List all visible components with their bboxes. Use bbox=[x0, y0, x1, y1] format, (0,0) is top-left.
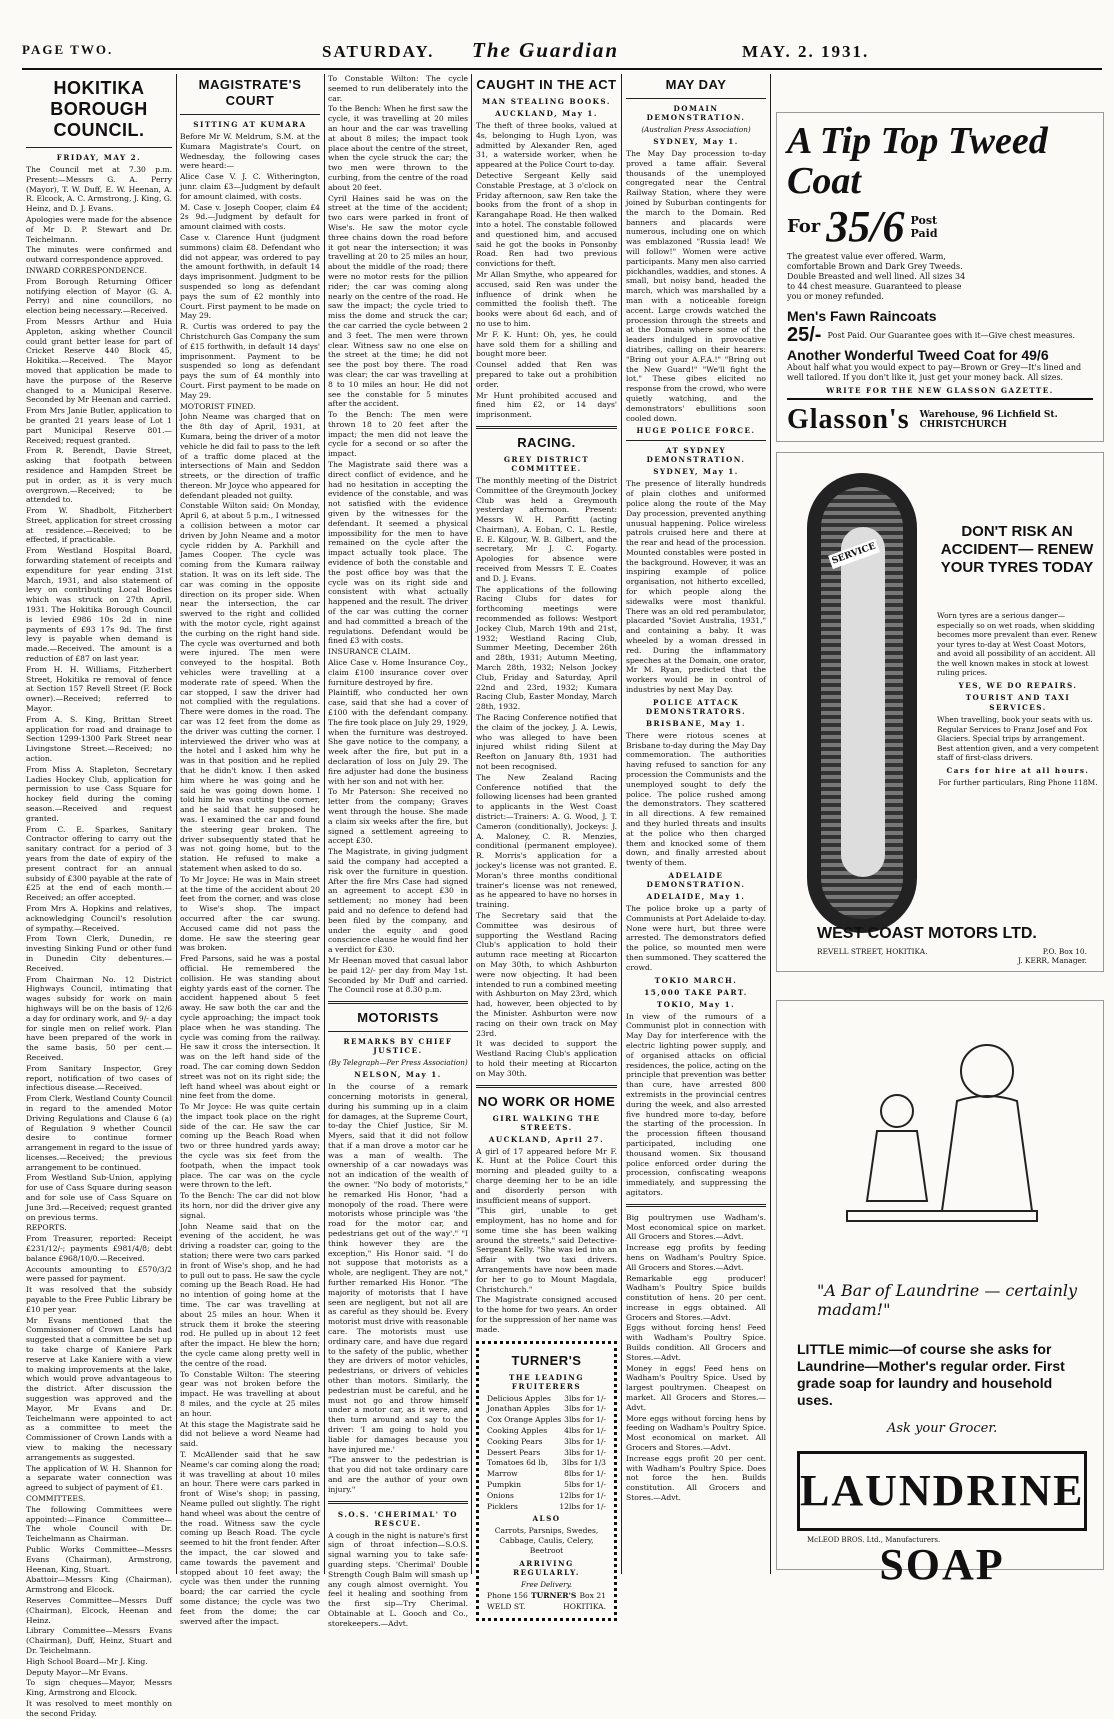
tyre-illustration bbox=[807, 473, 917, 933]
item-price: 12lbs for 1/- bbox=[559, 1501, 606, 1511]
paragraph: From A. S. King, Brittan Street application for road and drainage to Section 1299-1300 Park Street near Livingstone Street.—Received; no action. bbox=[26, 714, 172, 764]
mayday-heading: MAY DAY bbox=[665, 77, 727, 92]
paragraph: MOTORIST FINED. bbox=[180, 401, 256, 411]
item-name: Jonathan Apples bbox=[487, 1404, 550, 1414]
paragraph: Fred Parsons, said he was a postal official. He remembered the collision. He was standing about eighty yards east of the corner. The accident happened about 5 feet away. He saw both the car and the cycle approaching; the impact took place when he was standing. The cycle was coming from the railway. He saw it cross the intersection. It was on the left hand side of the road. The car coming down Seddon street was not on its right side; the left hand wheel was about eight or nine feet from the dome. bbox=[180, 954, 320, 1101]
turners-tagline: THE LEADING FRUITERERS bbox=[508, 1372, 585, 1391]
turners-price-list bbox=[487, 1394, 606, 1512]
borough-body bbox=[26, 165, 172, 1719]
westcoast-tourist: TOURIST AND TAXI SERVICES. bbox=[965, 693, 1071, 712]
nowork-heading: NO WORK OR HOME bbox=[477, 1093, 616, 1109]
paragraph: The Magistrate consigned accused to the home for two years. An order for the suppression of her name was made. bbox=[476, 1295, 617, 1334]
mayday-p5: The police broke up a party of Communists at Port Adelaide to-day. None were hurt, but three were arrested. The demonstrators defied the police, so mounted men were then summoned. They scattered the crowd. bbox=[626, 904, 766, 972]
price-row bbox=[487, 1437, 606, 1447]
paragraph: From Messrs Arthur and Huia Appleton, asking whether Council could grant better lease for part of Cricket Reserve 440 Block 45, Hokitika.—Received. The Mayor moved that application be made to have the purpose of the Reserve changed to a Municipal Reserve. Seconded by Mr Heenan and carried. bbox=[26, 316, 172, 405]
raincoat-desc: Post Paid. Our Guarantee goes with it—Give chest measures. bbox=[827, 330, 1076, 340]
westcoast-tyres-text: Worn tyres are a serious danger—especially so on wet roads, when skidding becomes more prevalent than ever. Renew your tyres to-day at West Coast Motors, and avoid all possibility of an accident. All the well known makes in stock at lowest ruling prices. bbox=[937, 611, 1097, 677]
paragraph: From C. E. Sparkes, Sanitary Contractor offering to carry out the sanitary contract for a period of 3 years from the date of expiry of the present contract for an annual subsidy of £300 payable at the rate of £25 at the end of each month.—Received; an offer accepted. bbox=[26, 824, 172, 903]
paragraph: Big poultrymen use Wadham's. Most economical spice on market. All Grocers and Stores.—Advt. bbox=[626, 1212, 766, 1242]
paragraph: COMMITTEES. bbox=[26, 1493, 86, 1503]
mayday-sub2: HUGE POLICE FORCE. bbox=[636, 426, 756, 436]
magistrate-subheading: SITTING AT KUMARA bbox=[193, 120, 307, 129]
paragraph: The New Zealand Racing Conference notified that the following licenses had been granted to applicants in the West Coast district:—Trainers: A. G. Wood, J. T. Cameron (conditionally), Jockeys: J. A. Maloney, C. R. Menzies, conditional (permanent employee). R. Morris's application for a jockey's license was not granted. E. Moran's three months conditional trainer's license was not renewed, as he appeared to have no horses in training. bbox=[476, 772, 617, 910]
page-number: PAGE TWO. bbox=[22, 42, 114, 57]
paragraph: To Constable Wilton: The steering gear was not broken before the impact. He was travelling at about 8 miles, and the cycle at 25 miles an hour. bbox=[180, 1369, 320, 1418]
glasson-name: Glasson's bbox=[787, 404, 910, 435]
paragraph: The Racing Conference notified that the claim of the jockey, J. A. Lewis, who was alleged to have been injured whilst riding Silent at Reefton on January 8th, 1931 had not been recognised. bbox=[476, 713, 617, 772]
paragraph: John Neame was charged that on the 8th day of April, 1931, at Kumara, being the driver of a motor vehicle he did fail to pass to the left of a traffic dome placed at the intersections of Main and Seddon streets, or the direction of traffic thereon. Mr Joyce who appeared for defendant pleaded not guilty. bbox=[180, 412, 320, 500]
raincoat-row bbox=[787, 324, 1093, 347]
paragraph: Constable Wilton said: On Monday, April 6, at about 5 p.m., I witnessed a collision between a motor car driven by John Neame and a motor cycle ridden by A. Parkhill and James Cooper. The cycle was coming from the Kumara railway station. It was on its left side. The car was coming in the opposite direction on its proper side. When near the intersection, the car swerved to the right and collided with the motor cycle, right against the curbing on the right hand side. The cycle was overturned and both were injured. The men were conveyed to the hospital. Both vehicles were travelling at a moderate rate of speed. When the car stopped, I saw the driver had not complied with the regulations. There were domes in the road. The car was 12 feet from the dome as the driver was cutting the corner. I interviewed the driver who was at the hotel and I asked him why he was in that position and he replied that he didn't know. I then asked him where he was going and he said he was going down home. I told him he was cutting the corner, and he said that he supposed he was. I examined the car and found the steering gear broken. The driver subsequently stated that he was not going home, but to the station. He refused to make a statement when asked to do so. bbox=[180, 501, 320, 873]
laundrine-headline: LITTLE mimic—of course she asks for Laundrine—Mother's regular order. First grade soap for laundry and household uses. bbox=[797, 1341, 1065, 1408]
item-price: 3lbs for 1/3 bbox=[561, 1458, 606, 1468]
item-name: Tomatoes 6d lb, bbox=[487, 1458, 549, 1468]
tiptop-price-row bbox=[787, 201, 1093, 252]
paragraph: The Secretary said that the Committee was desirous of supporting the Westland Racing Club's application to hold their autumn race meeting at Riccarton on May 30th, to which Ashburton were now objecting. It had been intended to run a combined meeting with Ashburton on May 23rd, which had, however, been objected to by the Minister. Ashburton were now racing on their own track on May 23rd. bbox=[476, 910, 617, 1038]
mayday-sub5: ADELAIDE DEMONSTRATION. bbox=[646, 871, 746, 889]
turners-street: WELD ST. bbox=[487, 1601, 526, 1611]
motorists-heading: MOTORISTS bbox=[357, 1010, 439, 1026]
paragraph: From Westland Sub-Union, applying for use of Cass Square during season and for sole use of Cass Square on June 3rd.—Received; request granted on previous terms. bbox=[26, 1173, 172, 1222]
mayday-p6: In view of the rumours of a Communist plot in connection with May Day for interference with the electric lighting power supply, and of organised attacks on official residences, the police, acting on the principle that prevention was better than cure, have arrested 800 extremists in the provincial centres during the week, and also arrested five hundred more to-day, before the starting of the procession. In the procession fifteen thousand participated, including one thousand women. Six thousand police enforced order during the procession, confiscating weapons immediately, and suppressing the agitators. bbox=[626, 1011, 766, 1197]
paragraph: To Constable Wilton: The cycle seemed to run deliberately into the car. bbox=[328, 74, 468, 103]
racing-heading: RACING. bbox=[517, 434, 576, 450]
tiptop-post: Post Paid bbox=[910, 213, 938, 240]
newspaper-title: The Guardian bbox=[472, 38, 620, 62]
item-price: 12lbs for 1/- bbox=[559, 1490, 606, 1500]
mayday-sub3: AT SYDNEY DEMONSTRATION. bbox=[646, 446, 746, 465]
paragraph: Before Mr W. Meldrum, S.M. at the Kumara Magistrate's Court, on Wednesday, the following cases were heard:— bbox=[180, 132, 320, 171]
borough-dateline: FRIDAY, MAY 2. bbox=[56, 153, 142, 162]
divider bbox=[328, 1501, 468, 1504]
item-name: Onions bbox=[487, 1490, 514, 1500]
motorists-body bbox=[328, 1082, 468, 1494]
paragraph: At this stage the Magistrate said he did not believe a word Neame had said. bbox=[180, 1419, 320, 1449]
column-rule bbox=[770, 74, 771, 1574]
raincoat-headline: Men's Fawn Raincoats bbox=[787, 308, 937, 324]
mayday-date6: TOKIO, May 1. bbox=[656, 999, 736, 1009]
item-price: 3lbs for 1/- bbox=[564, 1447, 606, 1457]
paragraph: The application of W. H. Shannon for a separate water connection was agreed to subject of payment of £1. bbox=[26, 1463, 172, 1493]
paragraph: Increase eggs profit 20 per cent. with Wadham's Poultry Spice. Does not force the hen. Builds constitution. All Grocers and Stores.—Advt. bbox=[626, 1453, 766, 1503]
westcoast-box: P.O. Box 10. bbox=[1042, 947, 1087, 956]
paragraph: INWARD CORRESPONDENCE. bbox=[26, 265, 148, 275]
tiptop-price: 35/6 bbox=[826, 202, 905, 251]
paragraph: High School Board—Mr J. King. bbox=[26, 1656, 148, 1666]
laundrine-ad bbox=[776, 1000, 1104, 1589]
paragraph: Apologies were made for the absence of Mr D. P. Stewart and Dr. Teichelmann. bbox=[26, 214, 172, 244]
masthead bbox=[22, 40, 1102, 70]
paragraph: From Mrs Janie Butler, application to be granted 21 years lease of Lot 1 part Municipal Reserve 801.—Received; request granted. bbox=[26, 406, 172, 445]
price-row bbox=[487, 1480, 606, 1490]
paragraph: To Mr Joyce: He was quite certain the impact took place on the right side of the car. He saw the car coming up the Beach Road when two or three hundred yards away; the cycle was six feet from the footpath, when the impact took place. The car was on the cycle were thrown to the left. bbox=[180, 1102, 320, 1190]
paragraph: The Magistrate said there was a direct conflict of evidence, and he had no hesitation in accepting the evidence of the constable, and was not satisfied with the evidence given by the witnesses for the defendant. It seemed a physical impossibility for the men to have remained on the cycle after the impact actually took place. The evidence of both the constable and the post office boy was that the cycle was on its right side and consistent with what actually happened and the result. The driver of the car was cutting the corner and had committed a breach of the regulations. Defendant would be fined £3 with costs. bbox=[328, 460, 468, 646]
turners-arriving: ARRIVING REGULARLY. bbox=[513, 1558, 580, 1577]
glasson-footer bbox=[787, 398, 1093, 436]
wadham-ads bbox=[626, 1213, 766, 1503]
paragraph: Mr Hunt prohibited accused and fined him £2, or 14 days' imprisonment. bbox=[476, 390, 617, 420]
item-price: 3lbs for 1/- bbox=[564, 1393, 606, 1403]
paragraph: To the Bench: When he first saw the cycle, it was travelling at 20 miles an hour and the car was travelling at about 8 miles; the impact took place about the centre of the street, when the cycle struck the car; the two men were thrown to the curbing, from the centre of the road about 20 feet. bbox=[328, 104, 468, 192]
paragraph: From W. Shadbolt, Fitzherbert Street, application for street crossing at residence.—Received; to be effected, if practicable. bbox=[26, 506, 172, 545]
paragraph: From Westland Hospital Board, forwarding statement of receipts and expenditure for year ending 31st March, 1931, and also statement of levy on contributing Local Bodies which was struck on 27th April, 1931. The Hokitika Borough Council is levied £986 10s 2d in nine payments of £93 17s 9d. The first levy is payable when demand is made.—Received. The amount is a reduction of £87 on last year. bbox=[26, 546, 172, 664]
paragraph: The following Committees were appointed:—Finance Committee—The whole Council with Dr. Teichelmann as Chairman. bbox=[26, 1504, 172, 1544]
mayday-sub1: DOMAIN DEMONSTRATION. bbox=[646, 104, 746, 122]
divider bbox=[626, 98, 766, 99]
magistrate-continued bbox=[328, 74, 468, 995]
divider bbox=[328, 1001, 468, 1004]
racing-subheading: GREY DISTRICT COMMITTEE. bbox=[503, 454, 590, 473]
masthead-date: MAY. 2. 1931. bbox=[742, 42, 870, 61]
paragraph: R. Curtis was ordered to pay the Christchurch Gas Company the sum of £15 forthwith, in default 14 days' imprisonment. Payment to be suspended so long as defendant pays the sum of £4 monthly into Court. First payment to be made on May 29. bbox=[180, 322, 320, 400]
item-price: 3lbs for 1/- bbox=[564, 1415, 606, 1425]
turners-town: HOKITIKA. bbox=[563, 1601, 606, 1611]
masthead-day: SATURDAY. bbox=[322, 42, 435, 61]
turners-name: TURNER'S bbox=[511, 1352, 582, 1368]
paragraph: From H. H. Williams, Fitzherbert Street, Hokitika re removal of fence at Section 157 Revell Street (F. Bock owner).—Received; referred to Mayor. bbox=[26, 664, 172, 714]
paragraph: Mr Allan Smythe, who appeared for accused, said Ren was under the influence of drink when he committed the foolish theft. The books were about 6d each, and of no use to him. bbox=[476, 269, 617, 328]
mayday-sub6: TOKIO MARCH. bbox=[654, 975, 738, 985]
price-row bbox=[487, 1404, 606, 1414]
turners-address bbox=[487, 1602, 606, 1612]
paragraph: Mr F. K. Hunt: Oh, yes, he could have sold them for a shilling and bought more beer. bbox=[476, 329, 617, 359]
price-row bbox=[487, 1394, 606, 1404]
glasson-gazette: WRITE FOR THE NEW GLASSON GAZETTE. bbox=[826, 386, 1054, 395]
caught-dateline: AUCKLAND, May 1. bbox=[495, 109, 598, 118]
paragraph: The monthly meeting of the District Committee of the Greymouth Jockey Club was held a Greymouth yesterday afternoon. Present: Messrs W. H. Parfitt (acting Chairman), A. Eoban, C. L. Restle, E. E. Kilgour, W. B. Gilbert, and the secretary, Mr J. C. Fogarty. Apologies for absence were received from Messrs T. E. Coates and D. J. Evans. bbox=[476, 475, 617, 583]
price-row bbox=[487, 1502, 606, 1512]
paragraph: Alice Case V. J. C. Witherington, junr. claim £3—Judgment by default for amount claimed, with costs. bbox=[180, 172, 320, 201]
westcoast-text bbox=[937, 611, 1099, 788]
westcoast-repairs: YES, WE DO REPAIRS. bbox=[958, 680, 1078, 690]
another-coat: Another Wonderful Tweed Coat for 49/6 bbox=[787, 347, 1049, 363]
paragraph: Increase egg profits by feeding hens on Wadham's Poultry Spice. All Grocers and Stores.—Advt. bbox=[626, 1243, 766, 1272]
borough-column bbox=[26, 74, 172, 1718]
paragraph: M. Case v. Joseph Cooper, claim £4 2s 9d.—Judgment by default for amount claimed with costs. bbox=[180, 202, 320, 232]
turners-also: ALSO bbox=[532, 1514, 561, 1524]
price-row bbox=[487, 1448, 606, 1458]
mayday-date3: SYDNEY, May 1. bbox=[653, 467, 739, 477]
cherimal-text: A cough in the night is nature's first sign of throat infection—S.O.S. signal warning you to take safe-guarding steps. 'Cherimal' Double Strength Cough Balm will smash up any cough almost overnight. You feel it healing and soothing from the first sip—Try Cherimal. Obtainable at L. Gooch and Co., storekeepers.—Advt. bbox=[328, 1530, 468, 1628]
divider bbox=[476, 426, 617, 429]
paragraph: Detective Sergeant Kelly said Constable Prestage, at 3 o'clock on Friday afternoon, saw Ren take the books from the front of a shop in Karangahape Road. He then walked into a hotel. The constable followed and questioned him, and accused said he got the books in Ponsonby Road. Ren had two previous convictions for theft. bbox=[476, 170, 617, 269]
paragraph: From Miss A. Stapleton, Secretary Ladies Hockey Club, application for permission to use Cass Square for hockey field during the coming season.—Received and request granted. bbox=[26, 764, 172, 823]
paragraph: To Mr Joyce: He was in Main street at the time of the accident about 20 feet from the corner, and was close to Wise's shop. The impact occurred after the car swung. Accused came did not pass the dome. He saw the steering gear was broken. bbox=[180, 874, 320, 953]
paragraph: Deputy Mayor—Mr Evans. bbox=[26, 1667, 128, 1677]
column-rule bbox=[621, 74, 622, 1574]
paragraph: Counsel added that Ren was prepared to take out a prohibition order. bbox=[476, 360, 617, 389]
divider bbox=[476, 1085, 617, 1088]
paragraph: From Treasurer, reported: Receipt £231/12/-; payments £981/4/8; debt balance £968/10/0.—Received. bbox=[26, 1234, 172, 1263]
item-name: Delicious Apples bbox=[487, 1393, 551, 1403]
paragraph: From Mrs A. Hopkins and relatives, acknowledging Council's resolution of sympathy.—Received. bbox=[26, 903, 172, 933]
column-rule bbox=[471, 74, 472, 1574]
tiptop-headline: A Tip Top Tweed Coat bbox=[787, 120, 1048, 202]
turners-delivery: Free Delivery. bbox=[521, 1579, 572, 1589]
column-rule bbox=[176, 74, 177, 1574]
turners-contact bbox=[487, 1591, 606, 1601]
paragraph: Alice Case v. Home Insurance Coy., claim £100 insurance cover over furniture destroyed by fire. bbox=[328, 658, 468, 687]
paragraph: To Mr Paterson: She received no letter from the company; Graves went through the house. She made a claim six weeks after the fire, but signed a settlement agreeing to accept £30. bbox=[328, 787, 468, 846]
paragraph: Plaintiff, who conducted her own case, said that she had a cover of £100 with the defendant company. The fire took place on July 29, 1929, when the furniture was destroyed. She gave notice to the company, a week after the fire, but put in a declaration of loss on July 29. The fire adjuster had done the business with her son and not with her. bbox=[328, 688, 468, 786]
nowork-subheading: GIRL WALKING THE STREETS. bbox=[492, 1113, 601, 1132]
raincoat-price: 25/- bbox=[787, 324, 822, 346]
divider bbox=[328, 1031, 468, 1032]
motorists-byline: (By Telegraph—Per Press Association) bbox=[328, 1058, 468, 1068]
mayday-date4: BRISBANE, May 1. bbox=[645, 718, 747, 728]
paragraph: To the Bench: The men were thrown 18 to 20 feet after the impact; the men did not leave the cycle for a second or so after the impact. bbox=[328, 410, 468, 459]
item-price: 4lbs for 1/- bbox=[564, 1426, 606, 1436]
westcoast-hire: Cars for hire at all hours. bbox=[946, 765, 1090, 775]
motorists-dateline: NELSON, May 1. bbox=[354, 1070, 442, 1080]
item-price: 5lbs for 1/- bbox=[564, 1480, 606, 1490]
mayday-p1: The May Day procession to-day proved a tame affair. Several thousands of the unemployed congregated near the Central Railway Station, where they were joined by Suburban contingents for the march to the Domain. Red banners and placards were numerous, including one on which was emblazoned "Russia lead! We will follow!" Women were active participants. Many men also carried pickhandles, waddies, and stones. A small, but noisy band, headed the march, which was marshalled by a man with a noticeable foreign accent. Large crowds watched the procession through the streets and at the Domain where some of the leaders indulged in provocative diatribes, calling on their hearers: "Bring out your A.F.A.!" "Bring out the New Guard!" "We'll fight the lot." These gibes elicited no response from the crowd, who were quietly watching, and the demonstrators' ebullitions soon cooled down. bbox=[626, 149, 766, 423]
westcoast-manager: J. KERR, Manager. bbox=[1017, 956, 1087, 965]
westcoast-name: WEST COAST MOTORS LTD. bbox=[817, 925, 1037, 942]
paragraph: Money in eggs! Feed hens on Wadham's Poultry Spice. Used by largest poultrymen. Cheapest on market. All Grocers and Stores.—Advt. bbox=[626, 1363, 766, 1412]
item-price: 8lbs for 1/- bbox=[564, 1469, 606, 1479]
paragraph: From Clerk, Westland County Council in regard to the amended Motor Driving Regulations and Clause 6 (a) of Regulation 9 whether Council desire to continue former arrangement in regard to the issue of licenses.—Received; the previous arrangement to be continued. bbox=[26, 1094, 172, 1172]
item-name: Marrow bbox=[487, 1469, 518, 1479]
paragraph: "The answer to the pedestrian is that you did not take ordinary care and are the author of your own injury." bbox=[328, 1455, 468, 1494]
paragraph: It was decided to support the Westland Racing Club's application to hold their meeting at Riccarton on May 30th. bbox=[476, 1039, 617, 1078]
westcoast-ad bbox=[776, 452, 1104, 972]
paragraph: The Council met at 7.30 p.m. Present:—Messrs G. A. Perry (Mayor), T. W. Duff, E. W. Heenan, A. R. Elcock, A. C. Armstrong, J. King, G. Heinz, and D. J. Evans. bbox=[26, 165, 172, 214]
paragraph: Remarkable egg producer! Wadham's Poultry Spice builds constitution of hens. 20 per cent. increase in eggs obtained. All Grocers and Stores.—Advt. bbox=[626, 1273, 766, 1322]
paragraph: Mr Evans mentioned that the Commissioner of Crown Lands had suggested that a committee be set up to take charge of Kaniere Park reserve at Lake Kaniere with a view to making improvements at the lake, which would prove advantageous to the district. After discussion the suggestion was approved and the Mayor, Mr Evans and Dr. Teichelmann were appointed to act as a committee to meet the Commissioner of Crown Lands with a view to making the necessary arrangements as suggested. bbox=[26, 1315, 172, 1462]
glasson-address bbox=[920, 410, 1058, 430]
turners-ad bbox=[476, 1341, 617, 1622]
glasson-ad bbox=[776, 112, 1104, 442]
paragraph: Accounts amounting to £570/3/2 were passed for payment. bbox=[26, 1264, 172, 1284]
tiptop-desc: The greatest value ever offered. Warm, comfortable Brown and Dark Grey Tweeds. Double Breasted and well lined. All sizes 34 to 44 chest measure. Guaranteed to please you or money refunded. bbox=[787, 252, 966, 301]
paragraph: "This girl, unable to get employment, has no home and for some time she has been walking around the streets," said Detective-Sergeant Kelly. "She was led into an affair with two taxi drivers. Arrangements have now been made for her to go to Mount Magdala, Christchurch." bbox=[476, 1206, 617, 1294]
paragraph: From Sanitary Inspector, Grey report, notification of two cases of infectious disease.—Received. bbox=[26, 1063, 172, 1093]
paragraph: From Borough Returning Officer notifying election of Mayor (G. A. Perry) and nine councillors, no election being necessary.—Received. bbox=[26, 276, 172, 316]
caught-body bbox=[476, 121, 617, 420]
westcoast-headline: DON'T RISK AN ACCIDENT— RENEW YOUR TYRES TODAY bbox=[940, 523, 1094, 576]
divider bbox=[180, 114, 320, 115]
paragraph: To sign cheques—Mayor, Messrs King, Armstrong and Elcock. bbox=[26, 1678, 172, 1698]
paragraph: More eggs without forcing hens by feeding on Wadham's Poultry Spice. Most economical on market. All Grocers and Stores.—Advt. bbox=[626, 1413, 766, 1453]
price-row bbox=[487, 1491, 606, 1501]
caught-heading: CAUGHT IN THE ACT bbox=[476, 77, 617, 92]
nowork-body bbox=[476, 1147, 617, 1335]
paragraph: REPORTS. bbox=[26, 1223, 67, 1233]
racing-body bbox=[476, 476, 617, 1079]
item-name: Cooking Pears bbox=[487, 1436, 543, 1446]
laundrine-maker: McLEOD BROS. Ltd., Manufacturers. bbox=[807, 1536, 941, 1544]
westcoast-further: For further particulars, Ring Phone 118M. bbox=[938, 778, 1098, 787]
laundrine-logo: LAUNDRINE SOAP bbox=[797, 1451, 1087, 1531]
item-price: 3lbs for 1/- bbox=[564, 1404, 606, 1414]
paragraph: Eggs without forcing hens! Feed with Wadham's Poultry Spice. Builds condition. All Grocers and Stores.—Advt. bbox=[626, 1323, 766, 1362]
mayday-sub6b: 15,000 TAKE PART. bbox=[644, 987, 748, 997]
paragraph: The Magistrate, in giving judgment said the company had accepted a risk over the furniture in question. After the fire Mrs Case had signed an agreement to accept £30 in settlement; no money had been paid and no defence to defend had been filed by the company, and under the equity and good conscience clause he would find her a verdict for £30. bbox=[328, 847, 468, 955]
paragraph: John Neame said that on the evening of the accident, he was driving a roadster car, going to the station; there were two cars parked in front of Wise's shop, and he had to pull out to pass. He saw the cycle coming up the Beach Road. He had no intention of going home at the time. The car was travelling at about 25 miles an hour. When it struck them it broke the steering rod. He pulled up in about 12 feet after the impact. He blew the horn; the cycle came along pretty well in the centre of the road. bbox=[180, 1221, 320, 1368]
turners-veg: Carrots, Parsnips, Swedes, Cabbage, Caulis, Celery, Beetroot bbox=[494, 1526, 599, 1556]
laundrine-ask: Ask your Grocer. bbox=[887, 1421, 998, 1436]
cherimal-heading: S.O.S. 'CHERIMAL' TO RESCUE. bbox=[337, 1509, 459, 1528]
paragraph: Reserves Committee—Messrs Duff (Chairman), Elcock, Heenan and Heinz. bbox=[26, 1595, 172, 1625]
item-name: Cooking Apples bbox=[487, 1426, 548, 1436]
item-name: Cox Orange Apples bbox=[487, 1415, 562, 1425]
tyre-service-label: SERVICE bbox=[828, 539, 880, 569]
paragraph: Abattoir—Messrs King (Chairman), Armstrong and Elcock. bbox=[26, 1575, 172, 1595]
item-name: Pumpkin bbox=[487, 1480, 521, 1490]
mayday-p4: There were riotous scenes at Brisbane to-day during the May Day commemoration. The authorities having refused to sanction for any procession the Communists and the unemployed sought to defy the police. The police rushed among the demonstrators. They scattered in all directions. A few remained and they hurled threats and insults at the police who then charged them and knocked some of them down, and finally arrested about twenty of them. bbox=[626, 730, 766, 868]
price-row bbox=[487, 1469, 606, 1479]
item-name: Picklers bbox=[487, 1501, 518, 1511]
column-rule bbox=[324, 74, 325, 1574]
paragraph: The applications of the following Racing Clubs for dates for forthcoming meetings were recommended as follows: Westport Jockey Club, March 19th and 21st, 1932; Westland Racing Club, Summer Meeting, December 26th and 28th, 1931; Autumn Meeting, March 28th, 1932; Nelson Jockey Club, Friday and Saturday, April 22nd and 23rd, 1932; Kumara Racing Club, Easter Monday, March 28th, 1932. bbox=[476, 584, 617, 712]
tiptop-for: For bbox=[787, 216, 821, 237]
caught-column bbox=[476, 74, 617, 1611]
westcoast-street: REVELL STREET, HOKITIKA. bbox=[817, 947, 928, 956]
paragraph: Library Committee—Messrs Evans (Chairman), Duff, Heinz, Stuart and Dr. Teichelmann. bbox=[26, 1626, 172, 1655]
westcoast-travel: When travelling, book your seats with us. Regular Services to Franz Josef and Fox Glaciers. Special trips by arrangement. Best attention given, and a very competent staff of first-class drivers. bbox=[937, 715, 1099, 762]
paragraph: In the course of a remark concerning motorists in general, during his summing up in a claim for damages, at the Supreme Court, to-day the Chief Justice, Sir M. Myers, said that it did not follow that if a man drove a motor car he was a man of wealth. The ownership of a car nowadays was not an indication of the wealth of the owner. "No body of motorists," he remarked His Honor, "had a monopoly of the road. There were motorists whose principle was 'the road for the motor car, and pedestrians get out of the way'." "I think however they are the exception," His Honor said. "I do not suppose that motorists as a whole, are negligent. They are not," further remarked His Honor. "The majority of motorists that I have seen are negligent, but not all are as careful as they should be. Every motorist must drive with reasonable care. The motorists must use ordinary care, and have due regard to the safety of the public, whether they are drivers of motor vehicles, pedestrians, or drivers of vehicles other than motors. Similarly, the pedestrian must be careful, and he must not go and throw himself under a motor car, as it were, and then turn around and say to the driver: 'I am going to hold you liable for damages because you have injured me.' bbox=[328, 1082, 468, 1454]
laundrine-script: "A Bar of Laundrine — certainly madam!" bbox=[817, 1281, 1078, 1319]
motorists-subheading: REMARKS BY CHIEF JUSTICE. bbox=[343, 1037, 453, 1056]
mayday-column bbox=[626, 74, 766, 1574]
mayday-date1: SYDNEY, May 1. bbox=[653, 137, 739, 146]
divider bbox=[626, 1204, 766, 1207]
mayday-sub4: POLICE ATTACK DEMONSTRATORS. bbox=[645, 697, 747, 716]
turners-phone: Phone 156 bbox=[487, 1590, 528, 1600]
borough-heading: HOKITIKA BOROUGH COUNCIL. bbox=[50, 78, 148, 140]
turners-box: Box 21 bbox=[579, 1590, 606, 1600]
glasson-warehouse: Warehouse, 96 Lichfield St. bbox=[919, 410, 1058, 420]
turners-name-small: TURNER'S bbox=[530, 1590, 577, 1600]
westcoast-address bbox=[817, 947, 1087, 965]
paragraph: INSURANCE CLAIM. bbox=[328, 647, 411, 657]
paragraph: It was resolved to meet monthly on the second Friday. bbox=[26, 1698, 172, 1718]
paragraph: A girl of 17 appeared before Mr F. K. Hunt at the Police Court this morning and pleaded guilty to a charge deeming her to be an idle and disorderly person with insufficient means of support. bbox=[476, 1146, 617, 1205]
paragraph: To the Bench: The car did not blow its horn, nor did the driver give any signal. bbox=[180, 1191, 320, 1220]
price-row bbox=[487, 1426, 606, 1436]
nowork-dateline: AUCKLAND, April 27. bbox=[488, 1134, 605, 1144]
item-name: Dessert Pears bbox=[487, 1447, 541, 1457]
paragraph: The theft of three books, valued at 4s, belonging to Hugh Lyon, was admitted by Alexander Ren, aged 31, a waterside worker, when he appeared at the Police Court to-day. bbox=[476, 121, 617, 170]
magistrate-column bbox=[180, 74, 320, 1626]
paragraph: From Chairman No. 12 District Highways Council, intimating that wages subsidy for work on main highways will be on the basis of 12/6 a day for ordinary work, and 9/- a day for single men on relief work. Plan have been prepared of the work in the same basis, 50 per cent.—Received. bbox=[26, 974, 172, 1062]
glasson-city: CHRISTCHURCH bbox=[919, 420, 1007, 430]
magistrate-body bbox=[180, 132, 320, 1626]
paragraph: It was resolved that the subsidy payable to the Free Public Library be £10 per year. bbox=[26, 1285, 172, 1314]
paragraph: Public Works Committee—Messrs Evans (Chairman), Armstrong, Heenan, King, Stuart. bbox=[26, 1544, 172, 1574]
paragraph: From Town Clerk, Dunedin, re investing Sinking Fund or other fund in Dunedin City debentures.—Received. bbox=[26, 934, 172, 973]
motorists-column bbox=[328, 74, 468, 1628]
price-row bbox=[487, 1415, 606, 1425]
item-price: 3lbs for 1/- bbox=[564, 1436, 606, 1446]
paragraph: From R. Berendt, Davie Street, asking that footpath between residence and Hampden Street be put in order, as it is very much overgrown.—Received; to be attended to. bbox=[26, 446, 172, 505]
magistrate-heading: MAGISTRATE'S COURT bbox=[198, 77, 302, 108]
another-desc: About half what you would expect to pay—Brown or Grey—It's lined and well tailored. If you don't like it, just get your money back. All sizes. bbox=[787, 363, 1082, 382]
paragraph: Mr Heenan moved that casual labor be paid 12/- per day from May 1st. Seconded by Mr Duff and carried. The Council rose at 8.30 p.m. bbox=[328, 955, 468, 995]
paragraph: Case v. Clarence Hunt (judgment summons) claim £8. Defendant who did not appear, was ordered to pay the amount forthwith, in default 14 days imprisonment. Judgment to be suspended so long as defendant pays the sum of £2 monthly into Court. First payment to be made on May 29. bbox=[180, 232, 320, 321]
paragraph: T. McAllender said that he saw Neame's car coming along the road; it was travelling at about 10 miles an hour. There were cars parked in front of Wise's shop; in passing, Neame pulled out slightly. The right hand wheel was about the centre of the road. Witness saw the cycle coming up Beach Road. The cycle seemed to hit the front fender. After the impact, the car slowed and came towards the pavement and stopped about 10 feet away; the cycle was then under the running board; the car carried the cycle some distance; the cycle was two feet from the dome; the car swerved after the impact. bbox=[180, 1449, 320, 1626]
caught-subheading: MAN STEALING BOOKS. bbox=[482, 97, 611, 106]
divider bbox=[26, 147, 172, 148]
paragraph: Cyril Haines said he was on the street at the time of the accident; two cars were parked in front of Wise's. He saw the motor cycle three chains down the road before it got near the intersection; it was travelling at 20 to 25 miles an hour, about the middle of the road; there were no motor rests for the pillion rider; the car was coming along nearly on the centre of the road. He saw the impact; the cycle tried to miss the dome and struck the car; the car carried the cycle between 2 and 3 feet. The men were thrown clear. Witness saw no one else on the street at the time; he did not see the post boy there. The road was clear; the car was travelling at 8 to 10 miles an hour. He did not see the constable for 5 minutes after the accident. bbox=[328, 193, 468, 409]
girl-doll-illustration bbox=[837, 1021, 1047, 1271]
mayday-p3: The presence of literally hundreds of plain clothes and uniformed police along the route of the May Day procession, prevented anything unusual happening. Police wireless patrols cruised here and there at the rear and head of the procession. Mounted constables were posted in the background. However, it was an inspiring example of police organisation, not hitherto excelled, for which people along the sidewalks were most thankful. There was an old red perambulator, placarded "Soviet Australia, 1931," and containing a baby. It was wheeled by a woman dressed in red. During the inflammatory speeches at the Domain, one orator, Mr M. Ryan, predicted that the workers would be in control of industries by next May Day. bbox=[626, 479, 766, 695]
divider bbox=[626, 440, 766, 441]
price-row bbox=[487, 1458, 606, 1468]
tyre-rim bbox=[841, 527, 885, 877]
mayday-date5: ADELAIDE, May 1. bbox=[646, 892, 746, 901]
paragraph: The minutes were confirmed and outward correspondence approved. bbox=[26, 245, 172, 265]
mayday-assoc: (Australian Press Association) bbox=[641, 125, 751, 134]
